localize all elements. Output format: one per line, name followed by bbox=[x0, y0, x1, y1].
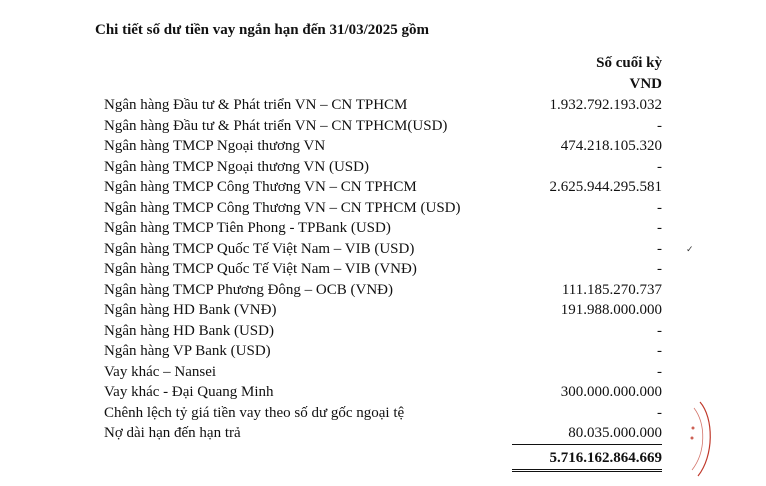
column-header: Số cuối kỳ bbox=[596, 55, 662, 71]
row-label: Ngân hàng TMCP Quốc Tế Việt Nam – VIB (VNĐ) bbox=[104, 261, 417, 277]
row-value: - bbox=[657, 261, 662, 277]
row-value: 2.625.944.295.581 bbox=[549, 179, 662, 195]
row-value: 111.185.270.737 bbox=[561, 281, 662, 298]
row-value: - bbox=[657, 117, 662, 134]
row-label: Ngân hàng TMCP Ngoại thương VN (USD) bbox=[104, 158, 369, 175]
loan-table bbox=[0, 95, 766, 444]
row-label: Ngân hàng HD Bank (VNĐ) bbox=[104, 302, 277, 318]
row-value: - bbox=[657, 158, 662, 175]
table-row bbox=[0, 403, 766, 424]
row-value: - bbox=[657, 322, 662, 339]
stamp-mark bbox=[672, 398, 712, 480]
section-title: Chi tiết số dư tiền vay ngắn hạn đến 31/03/2025 gồm bbox=[95, 22, 430, 38]
table-row bbox=[0, 157, 766, 178]
row-label: Ngân hàng TMCP Công Thương VN – CN TPHCM bbox=[104, 179, 417, 195]
table-row bbox=[0, 362, 766, 383]
row-label: Ngân hàng HD Bank (USD) bbox=[104, 322, 274, 339]
table-row bbox=[0, 239, 766, 260]
row-label: Ngân hàng TMCP Tiên Phong - TPBank (USD) bbox=[104, 220, 391, 236]
margin-mark: ✓ bbox=[686, 244, 694, 254]
row-value: 474.218.105.320 bbox=[560, 138, 662, 154]
row-value: - bbox=[657, 220, 662, 236]
row-value: 300.000.000.000 bbox=[560, 384, 662, 400]
row-label: Nợ dài hạn đến hạn trả bbox=[104, 425, 241, 441]
table-row bbox=[0, 177, 766, 198]
table-row bbox=[0, 116, 766, 137]
row-value: - bbox=[657, 363, 662, 380]
row-value: - bbox=[657, 199, 662, 216]
row-label: Ngân hàng TMCP Quốc Tế Việt Nam – VIB (USD) bbox=[104, 240, 415, 257]
row-value: - bbox=[657, 404, 662, 421]
row-label: Ngân hàng TMCP Phương Đông – OCB (VNĐ) bbox=[104, 281, 393, 298]
row-value: 191.988.000.000 bbox=[560, 302, 662, 318]
table-row bbox=[0, 321, 766, 342]
row-label: Vay khác - Đại Quang Minh bbox=[104, 384, 274, 400]
table-row bbox=[0, 300, 766, 321]
row-value: 80.035.000.000 bbox=[568, 425, 662, 441]
row-value: - bbox=[657, 240, 662, 257]
table-row bbox=[0, 95, 766, 116]
row-label: Ngân hàng TMCP Ngoại thương VN bbox=[104, 138, 326, 154]
row-label: Ngân hàng VP Bank (USD) bbox=[104, 343, 271, 359]
table-row bbox=[0, 136, 766, 157]
table-row bbox=[0, 259, 766, 280]
table-row bbox=[0, 280, 766, 301]
row-value: 1.932.792.193.032 bbox=[549, 97, 662, 113]
row-label: Ngân hàng Đầu tư & Phát triển VN – CN TPHCM bbox=[104, 97, 408, 113]
total-value: 5.716.162.864.669 bbox=[512, 447, 662, 472]
row-label: Chênh lệch tỷ giá tiền vay theo số dư gốc ngoại tệ bbox=[104, 404, 405, 421]
table-row bbox=[0, 341, 766, 362]
table-row bbox=[0, 423, 766, 444]
row-label: Ngân hàng Đầu tư & Phát triển VN – CN TPHCM(USD) bbox=[104, 117, 448, 134]
table-row bbox=[0, 382, 766, 403]
column-unit: VND bbox=[629, 76, 662, 92]
row-label: Ngân hàng TMCP Công Thương VN – CN TPHCM (USD) bbox=[104, 199, 461, 216]
row-value: - bbox=[657, 343, 662, 359]
row-label: Vay khác – Nansei bbox=[104, 363, 217, 380]
table-row bbox=[0, 198, 766, 219]
table-row bbox=[0, 218, 766, 239]
